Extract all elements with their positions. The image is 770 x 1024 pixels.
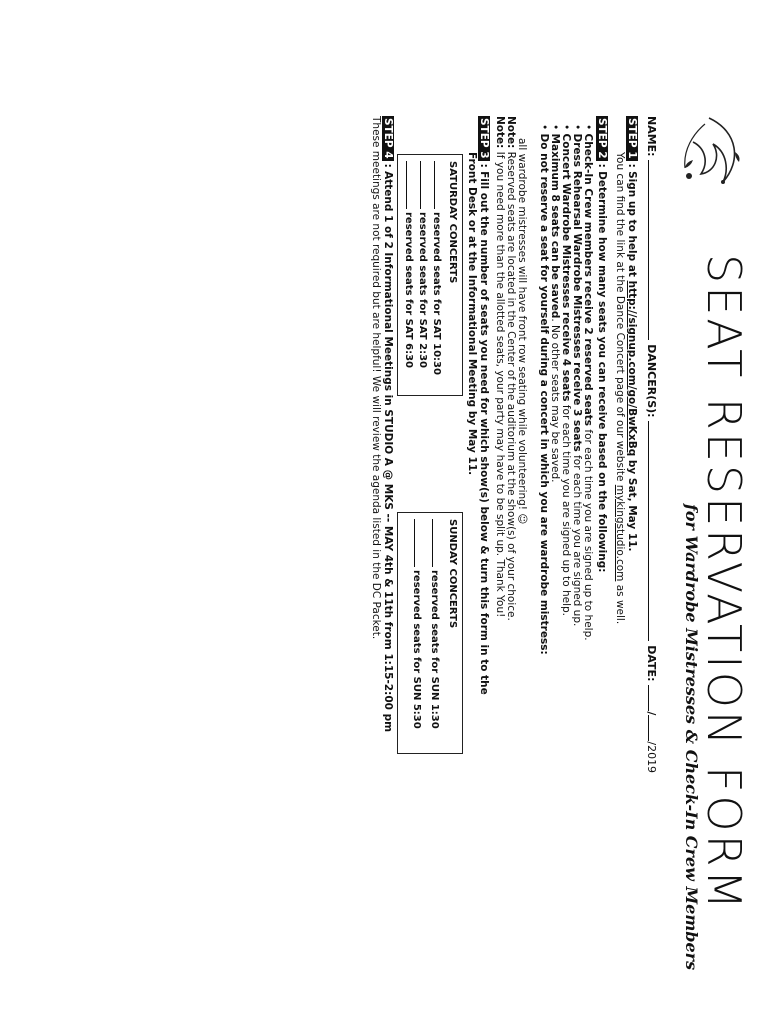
step2-bullet: • Check-In Crew members receive 2 reserved seats for each time you are signed up to help. [582, 124, 594, 641]
note1-row: Note: Reserved seats are located in the Center of the auditorium at the show(s) of your choice. [505, 116, 517, 621]
sunday-concerts-box [397, 512, 463, 754]
note2-row: Note: If you need more than the allotted seats, your party may have to be split up. Thank You! [494, 116, 506, 618]
step2-line1: STEP 2: Determine how many seats you can receive based on the following: [596, 118, 608, 573]
bullet-continuation: all wardrobe mistresses will have front row seating while volunteering! ☺ [516, 138, 528, 525]
dancers-field[interactable] [648, 421, 649, 641]
signup-link[interactable]: http://signup.com/go/BwKxBq [626, 280, 638, 457]
name-label: NAME: [645, 116, 658, 157]
step2-bullet: • Maximum 8 seats can be saved. No other seats may be saved. [549, 124, 561, 483]
bullet-dot-icon: • [538, 124, 550, 134]
name-field[interactable] [648, 160, 649, 340]
sat-630-line[interactable]: reserved seats for SAT 6:30 [403, 161, 414, 368]
sat-230-line[interactable]: reserved seats for SAT 2:30 [417, 161, 428, 368]
step1-tag: STEP 1 [626, 118, 638, 159]
bullet-dot-icon: • [560, 124, 572, 134]
step2-text: Determine how many seats you can receive based on the following: [596, 171, 608, 573]
website-link[interactable]: mykingstudio.com [614, 484, 626, 582]
saturday-concerts-box [397, 154, 463, 396]
step1-line2: You can find the link at the Dance Concert page of our website mykingstudio.com as well. [614, 152, 626, 625]
date-day-field[interactable] [648, 715, 649, 741]
dancers-label: DANCER(S): [645, 344, 658, 418]
step1-text-b: by Sat, May 11. [626, 456, 638, 552]
step2-bullet: • Concert Wardrobe Mistresses receive 4 seats for each time you are signed up to help. [560, 124, 572, 617]
saturday-heading: SATURDAY CONCERTS [447, 161, 458, 284]
step1-text-a: Sign up to help at [626, 171, 638, 281]
step4-line1: STEP 4: Attend 1 of 2 Informational Meetings in STUDIO A @ MKS -- MAY 4th & 11th from 1:15-2:00 pm [382, 118, 394, 733]
sat-1030-line[interactable]: reserved seats for SAT 10:30 [431, 161, 442, 375]
step3-tag: STEP 3 [478, 118, 490, 159]
sun-530-line[interactable]: reserved seats for SUN 5:30 [411, 519, 422, 729]
step2-bullet: • Dress Rehearsal Wardrobe Mistresses receive 3 seats for each time you are signed up. [571, 124, 583, 627]
step2-tag: STEP 2 [596, 118, 608, 159]
name-row [646, 116, 657, 773]
step1-line1: STEP 1: Sign up to help at http://signup.com/go/BwKxBq by Sat, May 11. [626, 118, 638, 552]
step4-text: Attend 1 of 2 Informational Meetings in STUDIO A @ MKS -- MAY 4th & 11th from 1:15-2:00 pm [382, 171, 394, 733]
step3-line1: STEP 3: Fill out the number of seats you need for which show(s) below & turn this form in to the [478, 118, 490, 695]
date-month-field[interactable] [648, 685, 649, 711]
floral-flourish-icon [669, 112, 749, 192]
step4-tag: STEP 4 [382, 118, 394, 159]
form-subtitle: for Wardrobe Mistresses & Check-In Crew Members [682, 504, 701, 971]
step4-line2: These meetings are not required but are helpful! We will review the agenda listed in the DC Packet. [370, 116, 382, 640]
form-title: SEAT RESERVATION FORM [697, 254, 751, 913]
bullet-dot-icon: • [582, 124, 594, 134]
bullet-dot-icon: • [571, 124, 583, 134]
bullet-dot-icon: • [549, 124, 561, 134]
step2-bullet: • Do not reserve a seat for yourself during a concert in which you are wardrobe mistress: [538, 124, 550, 655]
date-slash: / [645, 711, 658, 716]
date-year: /2019 [645, 741, 658, 774]
sun-130-line[interactable]: reserved seats for SUN 1:30 [429, 519, 440, 729]
rotated-form-page [370, 112, 751, 971]
sunday-heading: SUNDAY CONCERTS [447, 519, 458, 629]
date-label: DATE: [645, 645, 658, 682]
step3-text: Fill out the number of seats you need for which show(s) below & turn this form in to the [478, 171, 490, 695]
step3-line2: Front Desk or at the Informational Meeting by May 11. [466, 152, 478, 476]
